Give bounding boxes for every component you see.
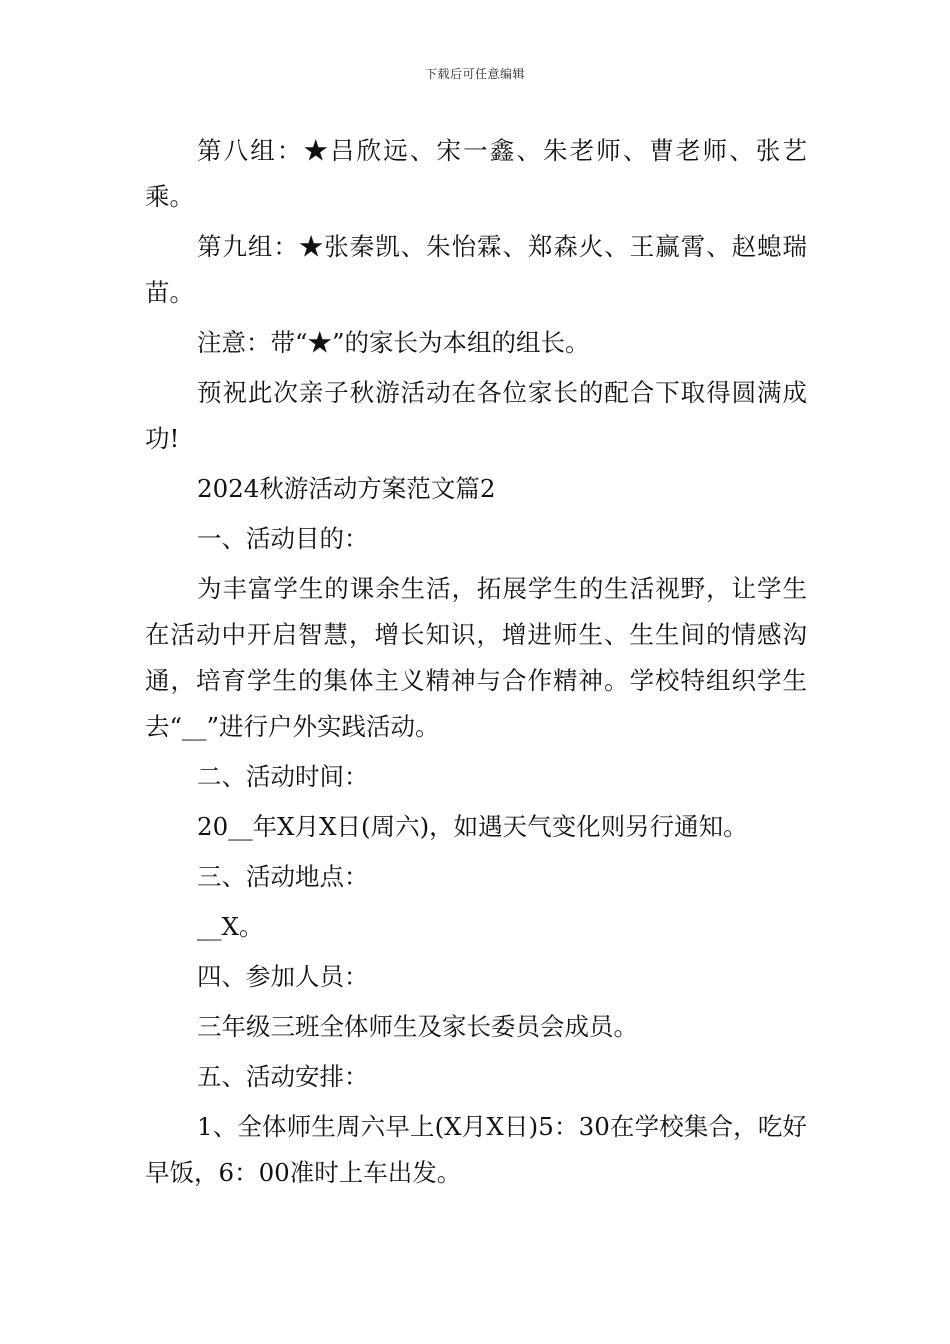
- section-title: 2024秋游活动方案范文篇2: [197, 474, 496, 503]
- paragraph-group-nine: 第九组：★张秦凯、朱怡霖、郑森火、王赢霄、赵螅瑞苗。: [145, 232, 807, 307]
- paragraph-note: 注意：带“★”的家长为本组的组长。: [197, 328, 590, 357]
- heading-participants: 四、参加人员：: [197, 962, 369, 991]
- paragraph-participants: 三年级三班全体师生及家长委员会成员。: [197, 1012, 638, 1041]
- heading-location: 三、活动地点：: [197, 862, 369, 891]
- paragraph-purpose: 为丰富学生的课余生活，拓展学生的生活视野，让学生在活动中开启智慧，增长知识，增进师生、生生间的情感沟通，培育学生的集体主义精神与合作精神。学校特组织学生去“__”进行户外实践活动。: [145, 574, 807, 741]
- paragraph-time: 20__年X月X日(周六)，如遇天气变化则另行通知。: [197, 812, 748, 841]
- heading-purpose: 一、活动目的：: [197, 524, 369, 553]
- heading-time: 二、活动时间：: [197, 762, 369, 791]
- paragraph-group-eight: 第八组：★吕欣远、宋一鑫、朱老师、曹老师、张艺乘。: [145, 136, 807, 211]
- document-body: [145, 128, 807, 1200]
- paragraph-wishes: 预祝此次亲子秋游活动在各位家长的配合下取得圆满成功!: [145, 378, 807, 453]
- paragraph-location: __X。: [197, 912, 264, 941]
- paragraph-schedule-item-1: 1、全体师生周六早上(X月X日)5：30在学校集合，吃好早饭，6：00准时上车出发。: [145, 1112, 807, 1187]
- heading-schedule: 五、活动安排：: [197, 1062, 369, 1091]
- page-header: 下载后可任意编辑: [424, 67, 525, 81]
